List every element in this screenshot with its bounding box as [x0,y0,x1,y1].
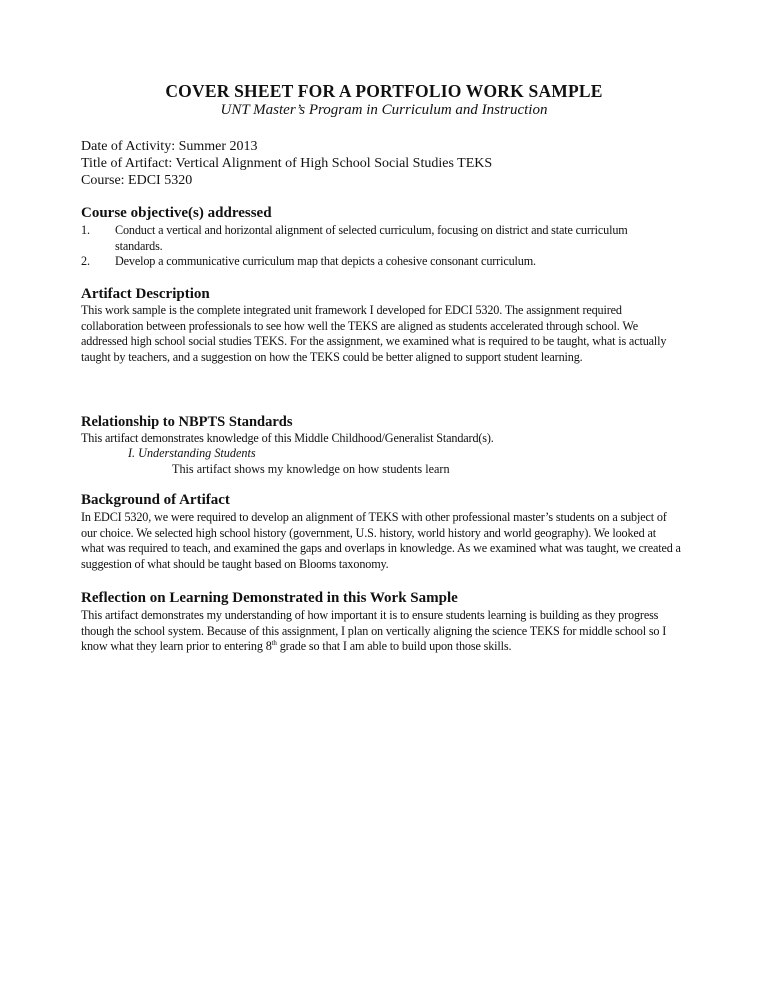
reflection-heading: Reflection on Learning Demonstrated in this Work Sample [81,590,458,606]
title-of-artifact: Title of Artifact: Vertical Alignment of High School Social Studies TEKS [81,156,493,171]
nbpts-heading: Relationship to NBPTS Standards [81,414,293,430]
date-of-activity: Date of Activity: Summer 2013 [81,139,258,154]
nbpts-intro: This artifact demonstrates knowledge of this Middle Childhood/Generalist Standard(s). [81,431,494,445]
standard-text: This artifact shows my knowledge on how students learn [172,462,450,476]
objective-number: 1. [81,223,90,237]
page-subtitle: UNT Master’s Program in Curriculum and Instruction [220,102,548,118]
objective-item [81,254,671,270]
page-title: COVER SHEET FOR A PORTFOLIO WORK SAMPLE [165,81,603,101]
objective-number: 2. [81,254,90,268]
objective-item [81,223,671,254]
objective-text: Develop a communicative curriculum map that depicts a cohesive consonant curriculum. [115,254,536,268]
description-text: This work sample is the complete integrated unit framework I developed for EDCI 5320. The assignment required collaboration between professionals to see how well the TEKS are aligned as students accelerated through school. We addressed high school social studies TEKS. For the assignment, we examined what is required to be taught, what is actually taught by teachers, and a suggestion on how the TEKS could be better aligned to support student learning. [81,303,667,364]
reflection-text [81,608,681,655]
ordinal-superscript: th [271,638,277,647]
description-heading: Artifact Description [81,286,210,302]
objectives-list [81,223,671,270]
background-text: In EDCI 5320, we were required to develop an alignment of TEKS with other professional master’s students on a subject of our choice. We selected high school history (government, U.S. history, world history and world geography). We looked at what was required to teach, and examined the gaps and overlaps in knowledge. As we examined what was taught, we created a suggestion of what should be taught based on Blooms taxonomy. [81,510,681,571]
standard-name: I. Understanding Students [128,446,256,460]
objective-text: Conduct a vertical and horizontal alignment of selected curriculum, focusing on district and state curriculum standards. [115,223,628,253]
objectives-heading: Course objective(s) addressed [81,205,272,221]
reflection-text-end: grade so that I am able to build upon those skills. [276,639,512,653]
background-heading: Background of Artifact [81,492,230,508]
course: Course: EDCI 5320 [81,173,193,188]
reflection-text-start: This artifact demonstrates my understanding of how important it is to ensure students learning is building as they progress though the school system. Because of this assignment, I plan on vertically aligning the science TEKS for middle school so I know what they learn prior to entering 8 [81,608,667,653]
artifact-meta [81,138,492,189]
